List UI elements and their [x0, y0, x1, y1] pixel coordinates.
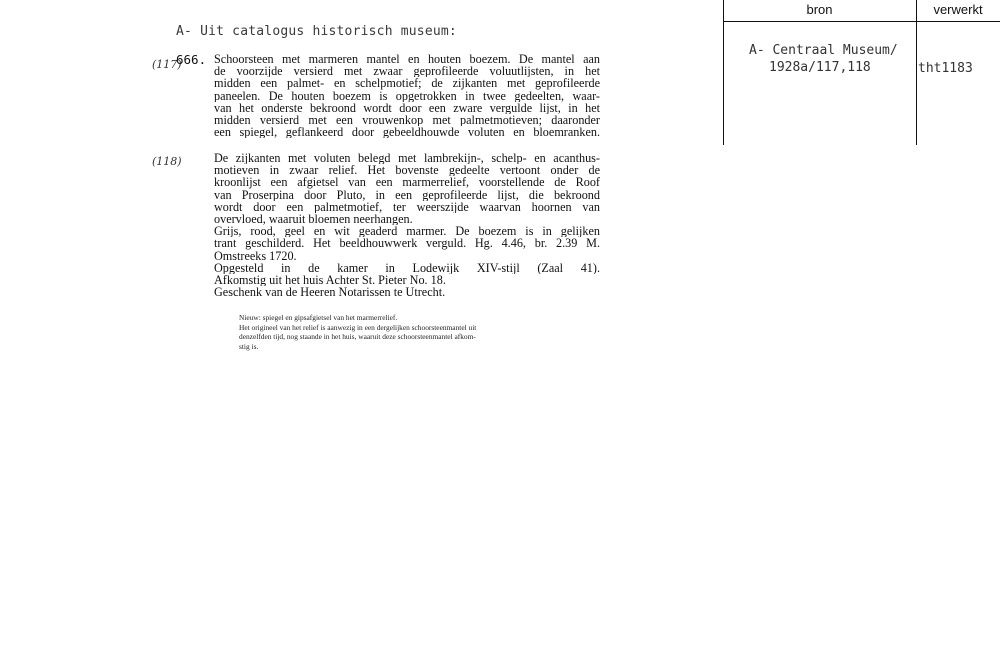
entry-footnote	[239, 313, 601, 351]
bron-value-line-1: A- Centraal Museum/	[749, 43, 898, 58]
text-line: de voorzijde versierd met zwaar geprofileerde voluutlijsten, in het	[214, 65, 600, 78]
bron-value-line-2: 1928a/117,118	[769, 60, 871, 75]
entry-paragraph-1	[214, 53, 600, 138]
text-line: midden versierd met een vrouwenkop met palmetmotieven; daaronder	[214, 114, 600, 127]
source-table	[723, 0, 1000, 145]
text-line: De zijkanten met voluten belegd met lambrekijn-, schelp- en acanthus-	[214, 152, 600, 165]
text-line: Schoorsteen met marmeren mantel en houten boezem. De mantel aan	[214, 53, 600, 66]
text-line: kroonlijst een afgietsel van een marmerrelief, voorstellende de Roof	[214, 176, 600, 189]
text-line: van Proserpina door Pluto, in een geprofileerde lijst, die bekroond	[214, 188, 600, 201]
text-line: Omstreeks 1720.	[214, 249, 297, 262]
footnote-line: stig is.	[239, 341, 259, 351]
text-line: Opgesteld in de kamer in Lodewijk XIV-stijl (Zaal 41).	[214, 261, 600, 275]
text-line: trant geschilderd. Het beeldhouwwerk verguld. Hg. 4.46, br. 2.39 M.	[214, 237, 600, 250]
margin-note-117: (117)	[152, 58, 182, 71]
text-line: midden een palmet- en schelpmotief; de zijkanten met geprofileerde	[214, 77, 600, 90]
text-line: motieven in zwaar relief. Het bovenste gedeelte vertoont onder de	[214, 164, 600, 177]
entry-number: 666.	[176, 52, 207, 67]
column-header-bron: bron	[806, 2, 833, 17]
text-line: wordt door een palmetmotief, ter weerszijde waarvan hoornen van	[214, 200, 600, 214]
text-line: Afkomstig uit het huis Achter St. Pieter No. 18.	[214, 274, 446, 287]
verwerkt-value: tht1183	[918, 61, 973, 76]
footnote-line: Het origineel van het relief is aanwezig in een dergelijken schoorsteenmantel uit	[239, 322, 477, 332]
text-line: van het onderste bekroond wordt door een zware vergulde lijst, in het	[214, 101, 600, 115]
text-line: paneelen. De houten boezem is opgetrokken in twee gedeelten, waar-	[214, 89, 600, 102]
table-header-rule	[723, 21, 1000, 22]
column-header-verwerkt: verwerkt	[933, 2, 983, 17]
footnote-line: Nieuw: spiegel en gipsafgietsel van het marmerrelief.	[239, 313, 398, 322]
footnote-line: denzelfden tijd, nog staande in het huis, waaruit deze schoorsteenmantel afkom-	[239, 332, 476, 342]
entry-paragraph-2	[214, 152, 600, 298]
text-line: Grijs, rood, geel en wit geaderd marmer. De boezem is in gelijken	[214, 225, 600, 238]
text-line: een spiegel, geflankeerd door gebeeldhouwde voluten en bloemranken.	[214, 126, 600, 139]
text-line: overvloed, waaruit bloemen neerhangen.	[214, 213, 413, 226]
margin-note-118: (118)	[152, 155, 182, 168]
text-line: Geschenk van de Heeren Notarissen te Utrecht.	[214, 286, 446, 299]
catalog-heading: A- Uit catalogus historisch museum:	[176, 24, 457, 39]
